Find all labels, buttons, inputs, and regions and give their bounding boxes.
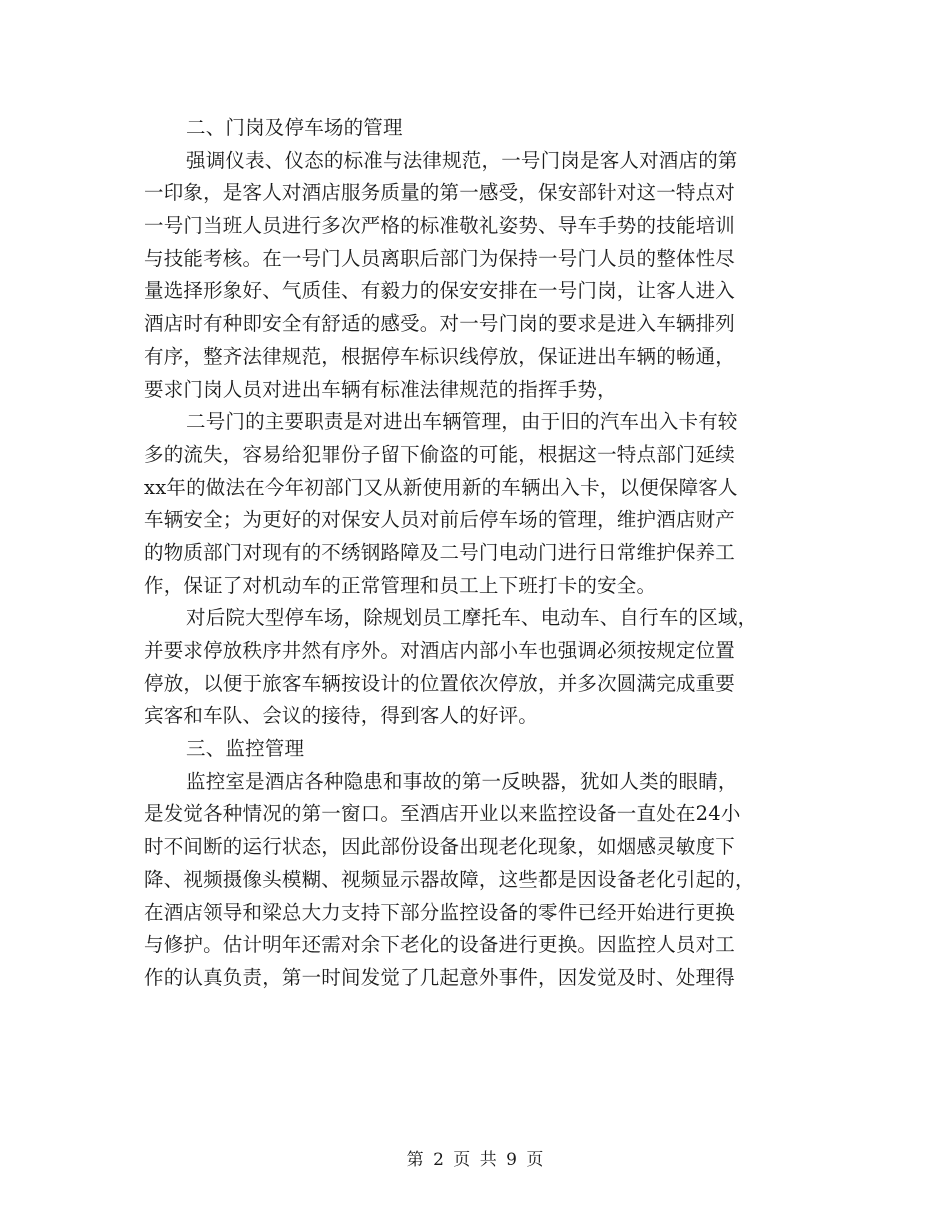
paragraph-line: 一号门当班人员进行多次严格的标准敬礼姿势、导车手势的技能培训 [144,214,736,238]
paragraph-line: 停放，以便于旅客车辆按设计的位置依次停放，并多次圆满完成重要 [144,671,736,695]
paragraph-line: 要求门岗人员对进出车辆有标准法律规范的指挥手势， [144,377,617,401]
paragraph-line: 酒店时有种即安全有舒适的感受。对一号门岗的要求是进入车辆排列 [144,312,736,336]
paragraph-line: 一印象，是客人对酒店服务质量的第一感受，保安部针对这一特点对 [144,181,736,205]
paragraph-line: 监控室是酒店各种隐患和事故的第一反映器，犹如人类的眼睛， [186,769,738,793]
paragraph-line: 二号门的主要职责是对进出车辆管理，由于旧的汽车出入卡有较 [186,410,738,434]
paragraph-line: 的物质部门对现有的不绣钢路障及二号门电动门进行日常维护保养工 [144,540,736,564]
page-number-footer: 第 2 页 共 9 页 [406,1150,544,1170]
document-body [144,112,799,995]
section-heading: 三、监控管理 [186,737,305,761]
paragraph-line: 是发觉各种情况的第一窗口。至酒店开业以来监控设备一直处在24小 [144,802,741,826]
paragraph-line: 并要求停放秩序井然有序外。对酒店内部小车也强调必须按规定位置 [144,639,736,662]
paragraph-line: 作，保证了对机动车的正常管理和员工上下班打卡的安全。 [144,573,657,597]
paragraph-line: 有序，整齐法律规范，根据停车标识线停放，保证进出车辆的畅通， [144,344,736,368]
paragraph-line: 与修护。估计明年还需对余下老化的设备进行更换。因监控人员对工 [144,933,736,957]
section-heading: 二、门岗及停车场的管理 [186,116,403,139]
paragraph-line: xx年的做法在今年初部门又从新使用新的车辆出入卡，以便保障客人 [144,475,738,499]
paragraph-line: 作的认真负责，第一时间发觉了几起意外事件，因发觉及时、处理得 [144,965,736,989]
paragraph-line: 强调仪表、仪态的标准与法律规范，一号门岗是客人对酒店的第 [186,148,738,172]
paragraph-line: 在酒店领导和梁总大力支持下部分监控设备的零件已经开始进行更换 [144,900,736,924]
paragraph-line: 对后院大型停车场，除规划员工摩托车、电动车、自行车的区域， [186,606,758,630]
paragraph-line: 多的流失，容易给犯罪份子留下偷盗的可能，根据这一特点部门延续 [144,442,736,466]
paragraph-line: 时不间断的运行状态，因此部份设备出现老化现象，如烟感灵敏度下 [144,835,736,859]
paragraph-line: 车辆安全；为更好的对保安人员对前后停车场的管理，维护酒店财产 [144,508,736,532]
paragraph-line: 与技能考核。在一号门人员离职后部门为保持一号门人员的整体性尽 [144,246,736,270]
paragraph-line: 宾客和车队、会议的接待，得到客人的好评。 [144,704,539,728]
paragraph-line: 降、视频摄像头模糊、视频显示器故障，这些都是因设备老化引起的， [144,867,755,891]
paragraph-line: 量选择形象好、气质佳、有毅力的保安安排在一号门岗，让客人进入 [144,279,736,303]
